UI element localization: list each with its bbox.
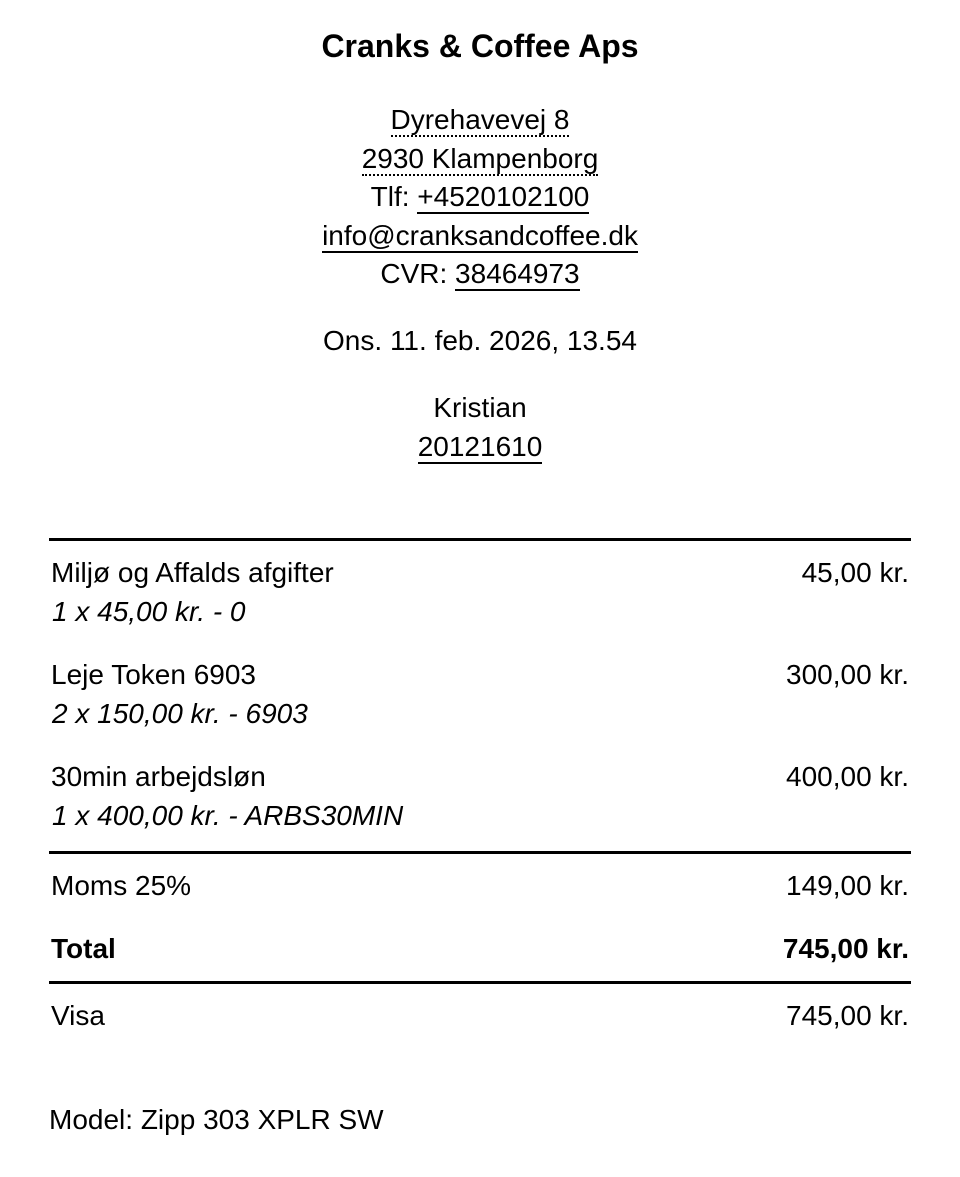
item-name: Leje Token 6903 [51,659,256,690]
item-amount: 300,00 kr. [786,659,909,690]
cvr-link[interactable]: 38464973 [455,258,580,289]
shop-name: Cranks & Coffee Aps [321,28,639,64]
city-link[interactable]: 2930 Klampenborg [361,142,599,174]
vat-label: Moms 25% [51,870,192,901]
vat-amount: 149,00 kr. [786,870,909,901]
item-amount: 400,00 kr. [786,761,909,792]
total-amount: 745,00 kr. [782,933,909,964]
payment-method: Visa [51,1000,105,1031]
item-detail: 1 x 400,00 kr. - ARBS30MIN [52,800,404,831]
receipt-datetime: Ons. 11. feb. 2026, 13.54 [323,325,637,356]
item-detail: 2 x 150,00 kr. - 6903 [52,698,308,729]
phone-label: Tlf: [370,181,418,212]
items-bottom-divider [49,851,911,854]
clerk-info [0,389,960,466]
email-link[interactable]: info@cranksandcoffee.dk [322,219,638,251]
item-name: Miljø og Affalds afgifter [51,557,334,588]
shop-address [0,101,960,294]
total-label: Total [51,933,116,964]
items-top-divider [49,538,911,541]
item-name: 30min arbejdsløn [51,761,266,792]
clerk-name: Kristian [433,392,527,423]
payment-amount: 745,00 kr. [786,1000,909,1031]
item-amount: 45,00 kr. [801,557,909,588]
street-link[interactable]: Dyrehavevej 8 [390,104,570,135]
clerk-number-link[interactable]: 20121610 [417,430,543,462]
payment-divider [49,981,911,984]
item-detail: 1 x 45,00 kr. - 0 [52,596,246,627]
model-note: Model: Zipp 303 XPLR SW [49,1104,384,1135]
cvr-label: CVR: [380,258,456,289]
phone-link[interactable]: +4520102100 [417,181,590,212]
